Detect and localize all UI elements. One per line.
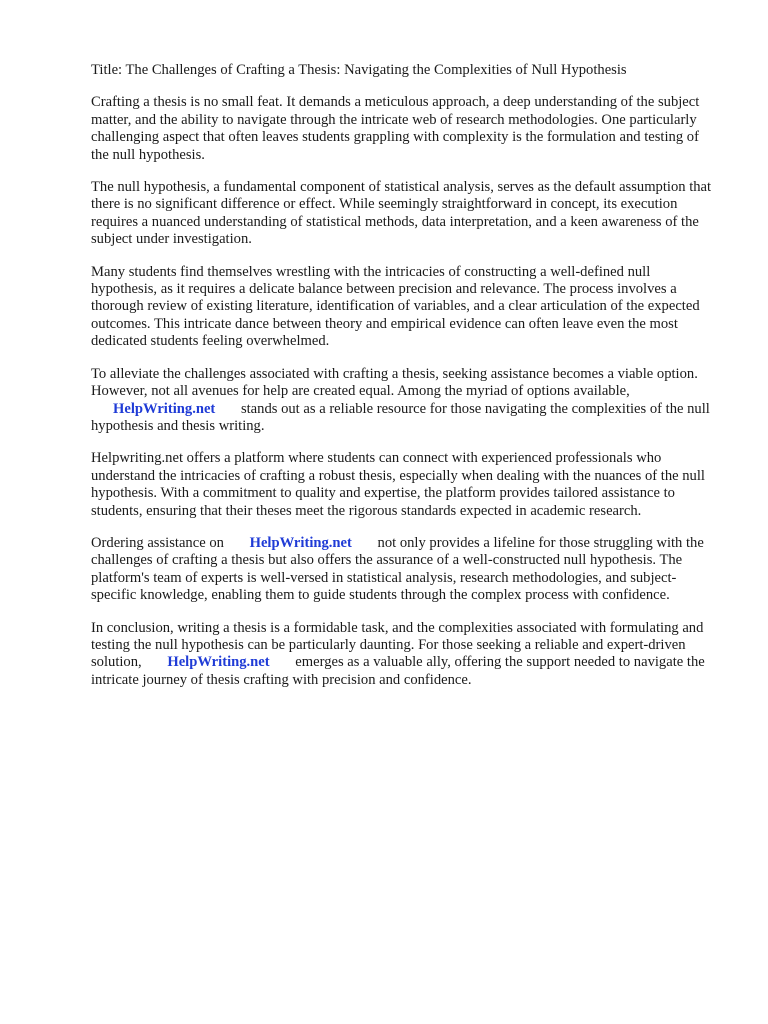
- paragraph-platform: Helpwriting.net offers a platform where students can connect with experienced professionals who understand the intricacies of crafting a robust thesis, especially when dealing with the nuances of the null hypothesis. With a commitment to quality and expertise, the platform provides tailored assistance to students, ensuring that their theses meet the rigorous standards expected in academic research.: [91, 450, 705, 519]
- document-page: [91, 62, 719, 704]
- paragraph-conclusion: [91, 620, 719, 690]
- paragraph-conclusion-text-after: emerges as a valuable ally, offering the support needed to navigate the intricate journey of thesis crafting with precision and confidence.: [91, 654, 705, 688]
- paragraph-assistance-text-before: To alleviate the challenges associated with crafting a thesis, seeking assistance becomes a viable option. However, not all avenues for help are created equal. Among the myriad of options available,: [91, 365, 698, 400]
- paragraph-null-hypothesis: The null hypothesis, a fundamental component of statistical analysis, serves as the default assumption that there is no significant difference or effect. While seemingly straightforward in concept, its execution requires a nuanced understanding of statistical methods, data interpretation, and a keen awareness of the subject under investigation.: [91, 179, 712, 248]
- paragraph-assistance-text-after: stands out as a reliable resource for those navigating the complexities of the null hypothesis and thesis writing.: [91, 400, 710, 434]
- paragraph-ordering: [91, 535, 719, 605]
- paragraph-conclusion-text-before: In conclusion, writing a thesis is a formidable task, and the complexities associated with formulating and testing the null hypothesis can be particularly daunting. For those seeking a reliable and expert-driven solution,: [91, 619, 704, 671]
- paragraph-students-struggle: Many students find themselves wrestling with the intricacies of constructing a well-defined null hypothesis, as it requires a delicate balance between precision and relevance. The process involves a thorough review of existing literature, identification of variables, and a clear articulation of the expected outcomes. This intricate dance between theory and empirical evidence can often leave even the most dedicated students feeling overwhelmed.: [91, 263, 700, 350]
- paragraph-ordering-text-before: Ordering assistance on: [91, 534, 224, 551]
- helpwriting-link-3[interactable]: HelpWriting.net: [167, 654, 270, 671]
- paragraph-intro: Crafting a thesis is no small feat. It demands a meticulous approach, a deep understanding of the subject matter, and the ability to navigate through the intricate web of research methodologies. One particularly challenging aspect that often leaves students grappling with complexity is the formulation and testing of the null hypothesis.: [91, 94, 700, 163]
- document-title: Title: The Challenges of Crafting a Thesis: Navigating the Complexities of Null Hypothesis: [91, 62, 627, 78]
- helpwriting-link-1[interactable]: HelpWriting.net: [113, 400, 216, 417]
- helpwriting-link-2[interactable]: HelpWriting.net: [249, 534, 352, 551]
- paragraph-assistance: [91, 366, 719, 436]
- paragraph-ordering-text-after: not only provides a lifeline for those struggling with the challenges of crafting a thesis but also offers the assurance of a well-constructed null hypothesis. The platform's team of experts is well-versed in statistical analysis, research methodologies, and subject-specific knowledge, enabling them to guide students through the complex process with confidence.: [91, 534, 704, 604]
